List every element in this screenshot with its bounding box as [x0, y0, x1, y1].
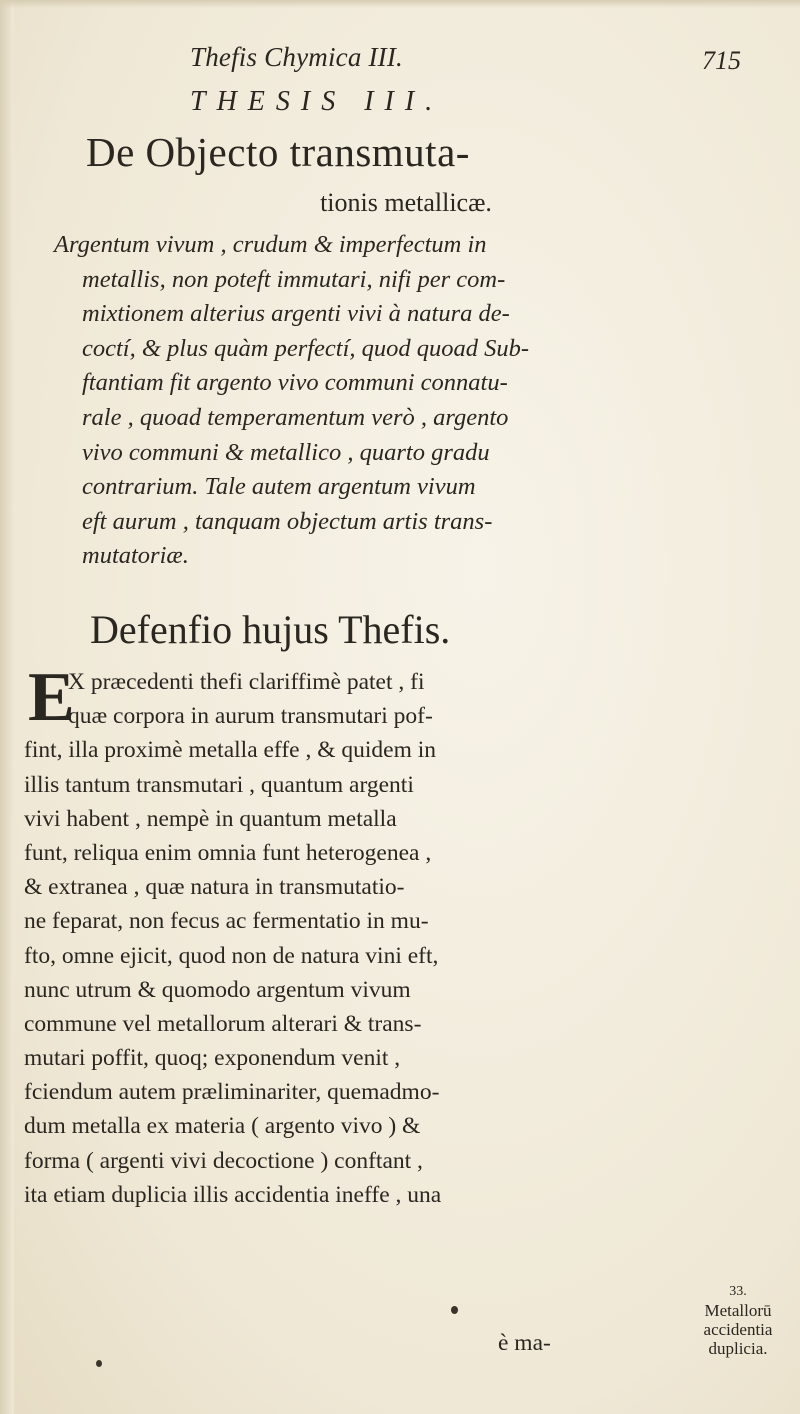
section-title: De Objecto transmuta-	[86, 129, 470, 175]
body-line: nunc utrum & quomodo argentum vivum	[24, 976, 411, 1003]
body-line: illis tantum transmutari , quantum argenti	[24, 771, 414, 798]
thesis-line: eft aurum , tanquam objectum artis trans-	[82, 507, 493, 535]
ink-spot	[96, 1360, 102, 1367]
defense-body	[24, 659, 644, 1212]
body-line: mutari poffit, quoq; exponendum venit ,	[24, 1045, 401, 1072]
thesis-line: Argentum vivum , crudum & imperfectum in	[54, 231, 487, 258]
margin-note-line: Metallorū	[704, 1301, 772, 1320]
thesis-line: contrarium. Tale autem argentum vivum	[82, 473, 476, 501]
thesis-line: mutatoriæ.	[82, 542, 189, 570]
margin-note-line: accidentia	[703, 1320, 773, 1339]
section-subtitle: tionis metallicæ.	[320, 188, 492, 217]
defense-title: Defenfio hujus Thefis.	[90, 607, 451, 652]
thesis-line: rale , quoad temperamentum verò , argento	[82, 403, 509, 431]
thesis-statement	[54, 228, 774, 574]
body-line: fint, illa proximè metalla effe , & quidem in	[24, 737, 437, 764]
body-line: X præcedenti thefi clariffimè patet , fi	[68, 669, 425, 695]
body-line: dum metalla ex materia ( argento vivo ) &	[24, 1113, 421, 1140]
thesis-line: ftantiam fit argento vivo communi connatu-	[82, 369, 508, 397]
running-head: Thefis Chymica III.	[190, 42, 404, 72]
margin-note-line: duplicia.	[708, 1339, 768, 1358]
catchword: è ma-	[498, 1330, 551, 1356]
body-line: commune vel metallorum alterari & trans-	[24, 1010, 422, 1037]
thesis-line: vivo communi & metallico , quarto gradu	[82, 438, 490, 466]
thesis-line: mixtionem alterius argenti vivi à natura de-	[82, 300, 510, 328]
body-line: & extranea , quæ natura in transmutatio-	[24, 874, 405, 901]
body-line: funt, reliqua enim omnia funt heterogenea ,	[24, 839, 432, 866]
ink-spot	[451, 1306, 458, 1314]
margin-note	[676, 1282, 800, 1358]
thesis-line: coctí, & plus quàm perfectí, quod quoad Sub-	[82, 334, 530, 362]
drop-cap: E	[28, 659, 75, 736]
body-line: ne feparat, non fecus ac fermentatio in mu-	[24, 908, 429, 935]
body-line: fto, omne ejicit, quod non de natura vini eft,	[24, 942, 439, 969]
body-line: quæ corpora in aurum transmutari pof-	[68, 703, 433, 730]
body-line: fciendum autem præliminariter, quemadmo-	[24, 1079, 440, 1106]
thesis-label: THESIS III.	[190, 86, 444, 117]
thesis-line: metallis, non poteft immutari, nifi per com-	[82, 265, 506, 293]
body-line: ita etiam duplicia illis accidentia ineffe , una	[24, 1181, 442, 1208]
page-top-edge	[0, 0, 800, 8]
body-line: forma ( argenti vivi decoctione ) conftant ,	[24, 1147, 423, 1174]
margin-note-number: 33.	[729, 1284, 747, 1299]
body-line: vivi habent , nempè in quantum metalla	[24, 805, 397, 832]
page-number: 715	[702, 46, 741, 75]
